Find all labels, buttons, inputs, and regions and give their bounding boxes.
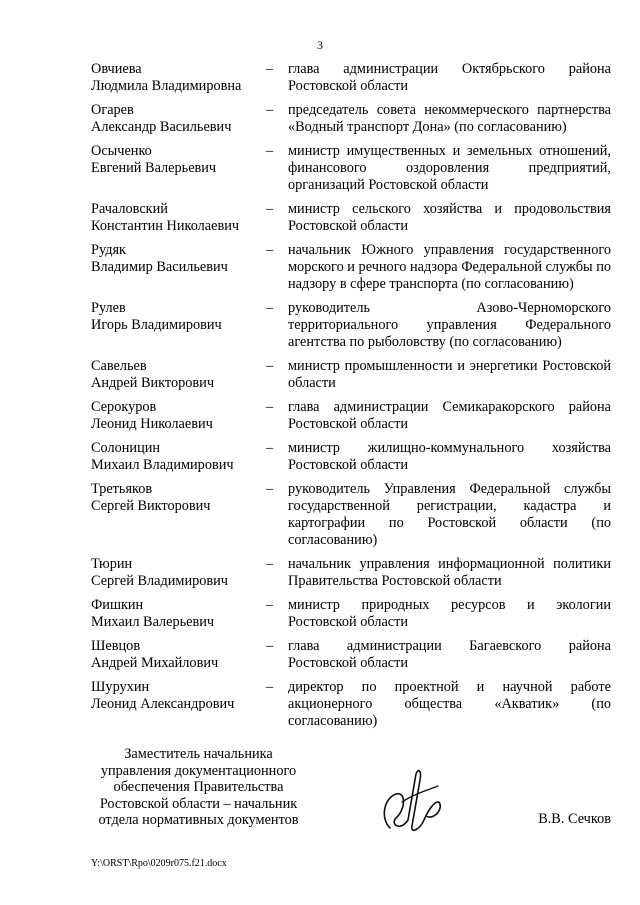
signatory-title-line: отдела нормативных документов bbox=[98, 812, 299, 829]
signatory-title-line: обеспечения Правительства bbox=[113, 779, 284, 796]
member-given-name: Владимир Васильевич bbox=[91, 259, 228, 275]
member-surname: Третьяков bbox=[91, 481, 153, 497]
member-name bbox=[91, 440, 266, 474]
member-role: министр сельского хозяйства и продовольствия Ростовской области bbox=[288, 201, 611, 234]
member-role: директор по проектной и научной работе акционерного общества «Акватик» (по согласованию) bbox=[288, 679, 611, 729]
member-name bbox=[91, 638, 266, 672]
member-entry bbox=[91, 102, 611, 136]
member-entry bbox=[91, 638, 611, 672]
member-given-name: Андрей Михайлович bbox=[91, 655, 219, 671]
dash-separator: – bbox=[266, 481, 274, 497]
member-entry bbox=[91, 143, 611, 194]
member-role: министр промышленности и энергетики Ростовской области bbox=[288, 358, 611, 391]
member-role: начальник Южного управления государственного морского и речного надзора Федеральной службы по надзору в сфере транспорта (по согласованию) bbox=[288, 242, 611, 292]
dash-separator: – bbox=[266, 242, 274, 258]
member-surname: Овчиева bbox=[91, 61, 142, 77]
dash-separator: – bbox=[266, 638, 274, 654]
dash-separator: – bbox=[266, 440, 274, 456]
member-name bbox=[91, 242, 266, 293]
member-given-name: Леонид Николаевич bbox=[91, 416, 213, 432]
member-entry bbox=[91, 440, 611, 474]
handwritten-signature bbox=[376, 764, 446, 839]
member-surname: Осыченко bbox=[91, 143, 152, 159]
member-surname: Серокуров bbox=[91, 399, 157, 415]
dash-separator: – bbox=[266, 399, 274, 415]
member-name bbox=[91, 481, 266, 549]
member-entry bbox=[91, 399, 611, 433]
member-entry bbox=[91, 201, 611, 235]
member-entry bbox=[91, 61, 611, 95]
member-entry bbox=[91, 300, 611, 351]
dash-separator: – bbox=[266, 300, 274, 316]
signatory-title bbox=[91, 746, 306, 829]
member-list bbox=[91, 61, 611, 737]
member-given-name: Александр Васильевич bbox=[91, 119, 232, 135]
member-entry bbox=[91, 481, 611, 549]
file-path: Y:\ORST\Rpo\0209r075.f21.docx bbox=[91, 858, 227, 869]
dash-separator: – bbox=[266, 201, 274, 217]
dash-separator: – bbox=[266, 143, 274, 159]
member-surname: Шевцов bbox=[91, 638, 141, 654]
member-entry bbox=[91, 242, 611, 293]
member-name bbox=[91, 597, 266, 631]
dash-separator: – bbox=[266, 61, 274, 77]
dash-separator: – bbox=[266, 679, 274, 695]
member-surname: Савельев bbox=[91, 358, 147, 374]
member-given-name: Михаил Валерьевич bbox=[91, 614, 215, 630]
member-name bbox=[91, 399, 266, 433]
member-role: руководитель Азово-Черноморского территориального управления Федерального агентства по рыболовству (по согласованию) bbox=[288, 300, 611, 350]
member-name bbox=[91, 358, 266, 392]
member-given-name: Людмила Владимировна bbox=[91, 78, 242, 94]
member-role: глава администрации Багаевского района Ростовской области bbox=[288, 638, 611, 671]
member-surname: Огарев bbox=[91, 102, 134, 118]
member-name bbox=[91, 102, 266, 136]
member-surname: Шурухин bbox=[91, 679, 150, 695]
member-surname: Тюрин bbox=[91, 556, 133, 572]
member-role: руководитель Управления Федеральной службы государственной регистрации, кадастра и картографии по Ростовской области (по согласованию) bbox=[288, 481, 611, 548]
member-role: председатель совета некоммерческого партнерства «Водный транспорт Дона» (по согласованию) bbox=[288, 102, 611, 135]
signature-block bbox=[91, 746, 611, 846]
member-name bbox=[91, 300, 266, 351]
signatory-title-line: управления документационного bbox=[100, 762, 297, 779]
member-entry bbox=[91, 597, 611, 631]
member-surname: Солоницин bbox=[91, 440, 161, 456]
signatory-name: В.В. Сечков bbox=[538, 811, 611, 827]
member-role: глава администрации Октябрьского района Ростовской области bbox=[288, 61, 611, 94]
member-role: глава администрации Семикаракорского района Ростовской области bbox=[288, 399, 611, 432]
member-given-name: Андрей Викторович bbox=[91, 375, 215, 391]
member-entry bbox=[91, 679, 611, 730]
member-given-name: Евгений Валерьевич bbox=[91, 160, 217, 176]
member-given-name: Константин Николаевич bbox=[91, 218, 240, 234]
member-given-name: Сергей Викторович bbox=[91, 498, 211, 514]
member-name bbox=[91, 201, 266, 235]
member-entry bbox=[91, 556, 611, 590]
member-name bbox=[91, 679, 266, 730]
signatory-title-line: Ростовской области – начальник bbox=[99, 795, 298, 812]
dash-separator: – bbox=[266, 102, 274, 118]
member-role: министр имущественных и земельных отношений, финансового оздоровления предприятий, организаций Ростовской области bbox=[288, 143, 611, 193]
member-given-name: Сергей Владимирович bbox=[91, 573, 228, 589]
signatory-title-line: Заместитель начальника bbox=[124, 746, 273, 762]
member-role: министр природных ресурсов и экологии Ростовской области bbox=[288, 597, 611, 630]
member-given-name: Леонид Александрович bbox=[91, 696, 235, 712]
member-surname: Рулев bbox=[91, 300, 126, 316]
member-entry bbox=[91, 358, 611, 392]
dash-separator: – bbox=[266, 556, 274, 572]
member-given-name: Игорь Владимирович bbox=[91, 317, 222, 333]
member-name bbox=[91, 61, 266, 95]
member-surname: Фишкин bbox=[91, 597, 144, 613]
member-surname: Рудяк bbox=[91, 242, 126, 258]
page-number: 3 bbox=[317, 38, 323, 52]
member-surname: Рачаловский bbox=[91, 201, 168, 217]
member-given-name: Михаил Владимирович bbox=[91, 457, 234, 473]
member-role: начальник управления информационной политики Правительства Ростовской области bbox=[288, 556, 611, 589]
member-name bbox=[91, 556, 266, 590]
dash-separator: – bbox=[266, 597, 274, 613]
member-role: министр жилищно-коммунального хозяйства Ростовской области bbox=[288, 440, 611, 473]
dash-separator: – bbox=[266, 358, 274, 374]
member-name bbox=[91, 143, 266, 194]
